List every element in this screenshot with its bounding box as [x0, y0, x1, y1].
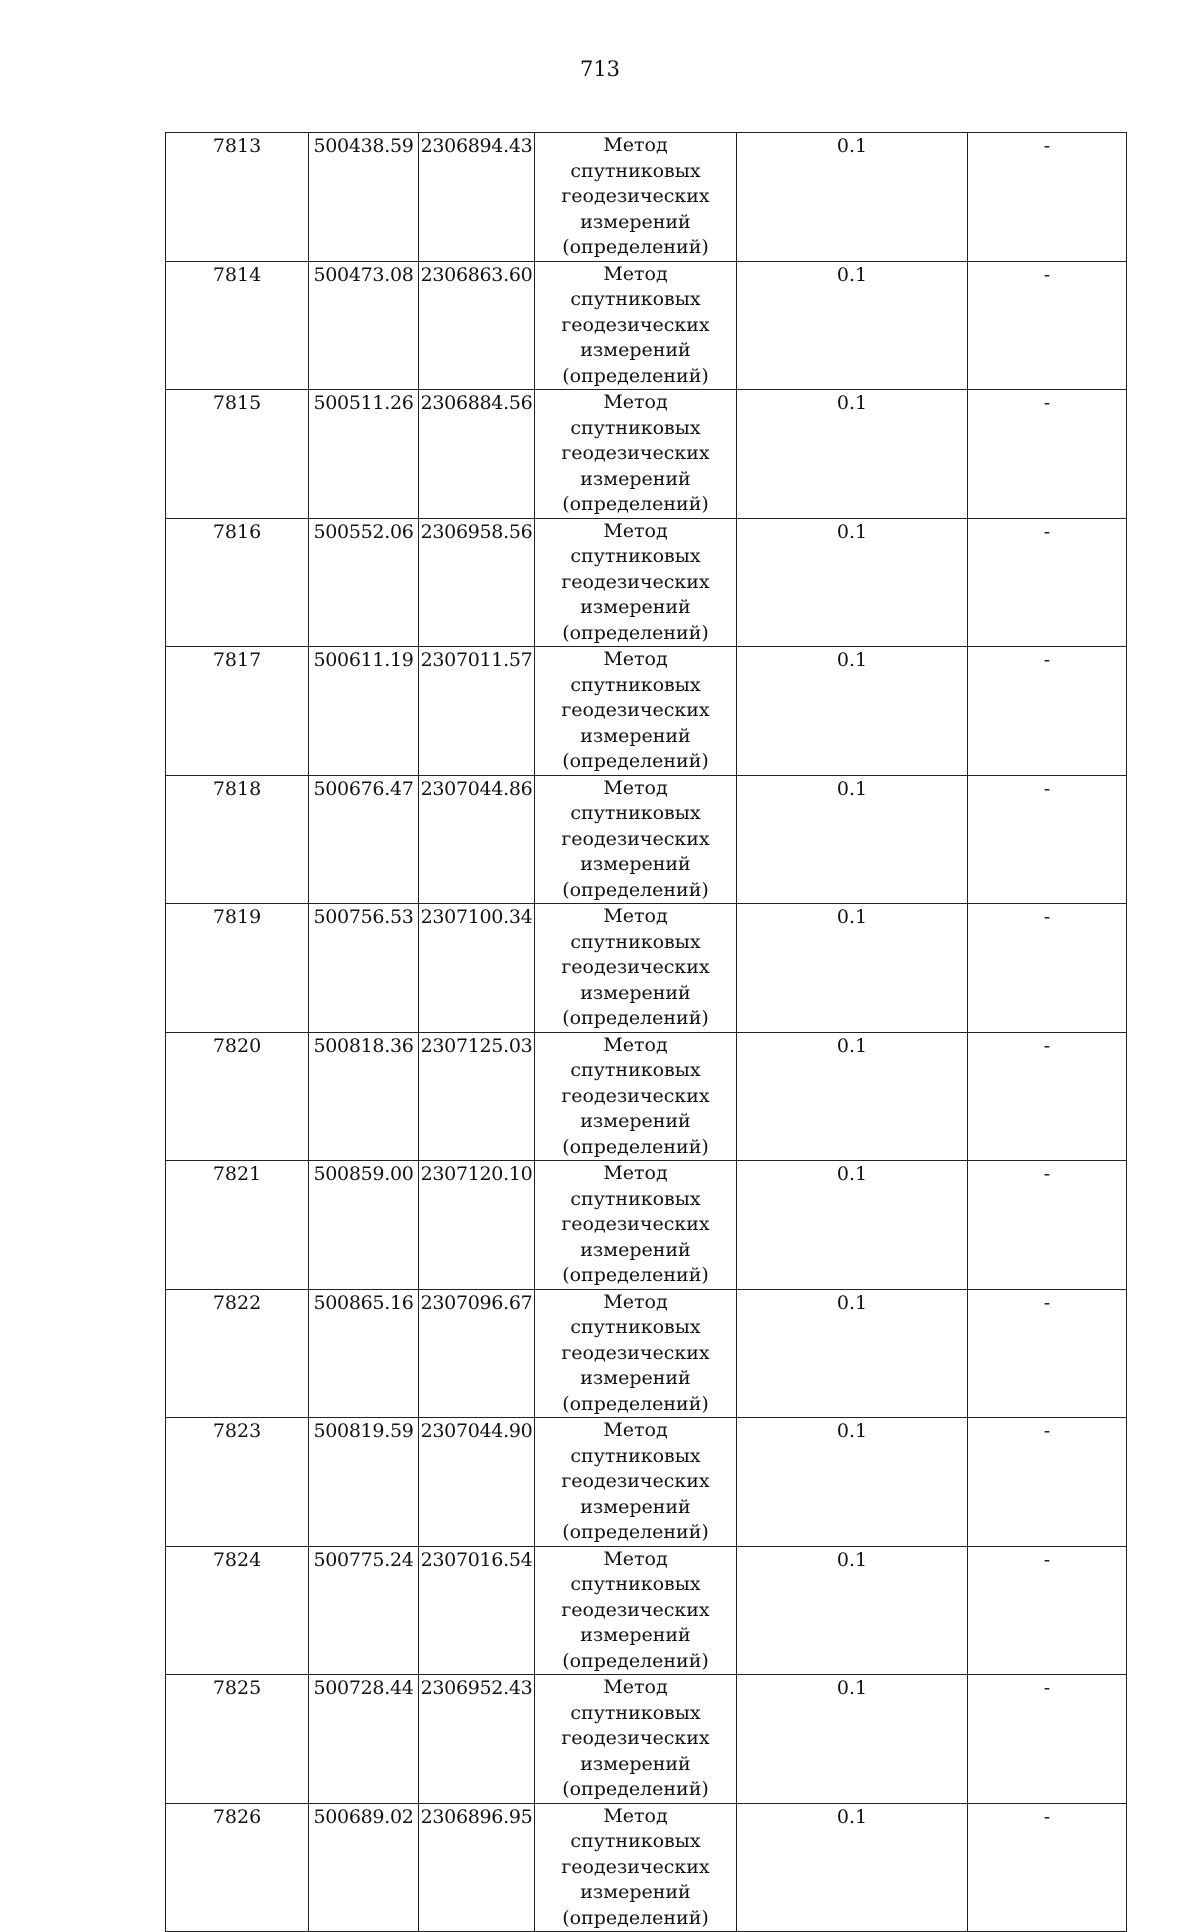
method-line: измерений — [580, 853, 691, 875]
x-coordinate-cell: 500865.16 — [309, 1289, 419, 1418]
accuracy-cell: 0.1 — [737, 1546, 968, 1675]
note-cell: - — [968, 647, 1127, 776]
method-line: измерений — [580, 339, 691, 361]
note-cell: - — [968, 390, 1127, 519]
table-body — [166, 133, 1127, 1932]
method-line: Метод спутниковых — [570, 262, 701, 310]
x-coordinate-cell: 500676.47 — [309, 775, 419, 904]
method-line: измерений — [580, 981, 691, 1004]
point-number-cell: 7824 — [166, 1546, 309, 1675]
y-coordinate-cell: 2306863.60 — [419, 261, 535, 390]
method-line: измерений — [580, 1367, 691, 1389]
note-cell: - — [968, 1418, 1127, 1547]
point-number-cell: 7814 — [166, 261, 309, 390]
accuracy-cell: 0.1 — [737, 1161, 968, 1290]
point-number-cell: 7815 — [166, 390, 309, 519]
method-line: геодезических — [561, 1727, 710, 1749]
x-coordinate-cell: 500728.44 — [309, 1675, 419, 1804]
method-line: (определений) — [562, 1392, 709, 1415]
method-line: Метод спутниковых — [570, 905, 701, 953]
table-row — [166, 518, 1127, 647]
method-line: измерений — [580, 467, 691, 490]
method-line: геодезических — [561, 1341, 710, 1364]
method-line: Метод спутниковых — [570, 1290, 701, 1338]
point-number-cell: 7822 — [166, 1289, 309, 1418]
method-cell — [535, 1803, 737, 1932]
method-line: (определений) — [562, 1521, 709, 1543]
point-number-cell: 7816 — [166, 518, 309, 647]
method-line: Метод спутниковых — [570, 1033, 701, 1081]
y-coordinate-cell: 2307096.67 — [419, 1289, 535, 1418]
method-line: геодезических — [561, 1470, 710, 1492]
method-line: Метод спутниковых — [570, 1419, 701, 1467]
method-line: (определений) — [562, 750, 709, 772]
y-coordinate-cell: 2306884.56 — [419, 390, 535, 519]
y-coordinate-cell: 2306894.43 — [419, 133, 535, 262]
table-row — [166, 1289, 1127, 1418]
method-line: Метод спутниковых — [570, 1547, 701, 1595]
method-cell — [535, 518, 737, 647]
method-line: (определений) — [562, 878, 709, 901]
y-coordinate-cell: 2307100.34 — [419, 904, 535, 1033]
table-row — [166, 1803, 1127, 1932]
method-line: (определений) — [562, 1778, 709, 1800]
method-line: Метод спутниковых — [570, 648, 701, 696]
accuracy-cell: 0.1 — [737, 1032, 968, 1161]
method-line: геодезических — [561, 1598, 710, 1621]
method-cell — [535, 1418, 737, 1547]
x-coordinate-cell: 500819.59 — [309, 1418, 419, 1547]
page-number: 713 — [579, 57, 621, 81]
x-coordinate-cell: 500818.36 — [309, 1032, 419, 1161]
method-line: геодезических — [561, 699, 710, 721]
method-line: измерений — [580, 1238, 691, 1261]
method-line: измерений — [580, 724, 691, 747]
method-line: измерений — [580, 1110, 691, 1132]
point-number-cell: 7821 — [166, 1161, 309, 1290]
y-coordinate-cell: 2307016.54 — [419, 1546, 535, 1675]
table-row — [166, 1418, 1127, 1547]
table-row — [166, 1546, 1127, 1675]
y-coordinate-cell: 2307120.10 — [419, 1161, 535, 1290]
point-number-cell: 7820 — [166, 1032, 309, 1161]
method-line: измерений — [580, 1495, 691, 1518]
x-coordinate-cell: 500775.24 — [309, 1546, 419, 1675]
table-row — [166, 1161, 1127, 1290]
method-line: Метод спутниковых — [570, 391, 701, 439]
method-cell — [535, 133, 737, 262]
x-coordinate-cell: 500473.08 — [309, 261, 419, 390]
note-cell: - — [968, 1032, 1127, 1161]
note-cell: - — [968, 1803, 1127, 1932]
method-line: Метод спутниковых — [570, 1676, 701, 1724]
method-line: измерений — [580, 210, 691, 233]
method-line: геодезических — [561, 185, 710, 207]
table-row — [166, 261, 1127, 390]
note-cell: - — [968, 261, 1127, 390]
method-line: геодезических — [561, 1855, 710, 1878]
y-coordinate-cell: 2307125.03 — [419, 1032, 535, 1161]
x-coordinate-cell: 500611.19 — [309, 647, 419, 776]
method-cell — [535, 775, 737, 904]
y-coordinate-cell: 2306896.95 — [419, 1803, 535, 1932]
method-line: геодезических — [561, 1084, 710, 1107]
point-number-cell: 7826 — [166, 1803, 309, 1932]
accuracy-cell: 0.1 — [737, 133, 968, 262]
note-cell: - — [968, 1161, 1127, 1290]
note-cell: - — [968, 904, 1127, 1033]
y-coordinate-cell: 2307044.90 — [419, 1418, 535, 1547]
method-line: измерений — [580, 1881, 691, 1903]
method-line: (определений) — [562, 621, 709, 644]
y-coordinate-cell: 2307044.86 — [419, 775, 535, 904]
method-line: (определений) — [562, 1649, 709, 1672]
method-line: Метод спутниковых — [570, 519, 701, 567]
method-line: (определений) — [562, 1007, 709, 1029]
accuracy-cell: 0.1 — [737, 775, 968, 904]
method-line: (определений) — [562, 1264, 709, 1286]
method-cell — [535, 1546, 737, 1675]
table-row — [166, 390, 1127, 519]
method-line: (определений) — [562, 493, 709, 515]
table-row — [166, 904, 1127, 1033]
method-line: измерений — [580, 596, 691, 618]
point-number-cell: 7818 — [166, 775, 309, 904]
accuracy-cell: 0.1 — [737, 1803, 968, 1932]
method-line: Метод спутниковых — [570, 776, 701, 824]
method-line: Метод спутниковых — [570, 134, 701, 182]
note-cell: - — [968, 518, 1127, 647]
y-coordinate-cell: 2307011.57 — [419, 647, 535, 776]
accuracy-cell: 0.1 — [737, 390, 968, 519]
method-line: Метод спутниковых — [570, 1804, 701, 1852]
table-row — [166, 1675, 1127, 1804]
method-line: измерений — [580, 1624, 691, 1646]
table-row — [166, 133, 1127, 262]
note-cell: - — [968, 1546, 1127, 1675]
table-row — [166, 775, 1127, 904]
y-coordinate-cell: 2306952.43 — [419, 1675, 535, 1804]
method-line: геодезических — [561, 313, 710, 336]
x-coordinate-cell: 500511.26 — [309, 390, 419, 519]
method-line: (определений) — [562, 364, 709, 387]
method-cell — [535, 1032, 737, 1161]
accuracy-cell: 0.1 — [737, 647, 968, 776]
x-coordinate-cell: 500689.02 — [309, 1803, 419, 1932]
method-line: (определений) — [562, 1906, 709, 1929]
note-cell: - — [968, 1675, 1127, 1804]
method-line: геодезических — [561, 570, 710, 593]
accuracy-cell: 0.1 — [737, 1675, 968, 1804]
method-line: (определений) — [562, 1135, 709, 1158]
method-line: геодезических — [561, 442, 710, 464]
point-number-cell: 7817 — [166, 647, 309, 776]
accuracy-cell: 0.1 — [737, 518, 968, 647]
method-cell — [535, 904, 737, 1033]
method-line: геодезических — [561, 1213, 710, 1235]
x-coordinate-cell: 500438.59 — [309, 133, 419, 262]
method-cell — [535, 1289, 737, 1418]
note-cell: - — [968, 775, 1127, 904]
method-line: геодезических — [561, 956, 710, 978]
note-cell: - — [968, 1289, 1127, 1418]
method-cell — [535, 1675, 737, 1804]
accuracy-cell: 0.1 — [737, 1289, 968, 1418]
point-number-cell: 7813 — [166, 133, 309, 262]
point-number-cell: 7825 — [166, 1675, 309, 1804]
note-cell: - — [968, 133, 1127, 262]
method-line: геодезических — [561, 827, 710, 850]
method-cell — [535, 1161, 737, 1290]
accuracy-cell: 0.1 — [737, 1418, 968, 1547]
coordinates-table — [165, 132, 1127, 1932]
method-cell — [535, 390, 737, 519]
x-coordinate-cell: 500552.06 — [309, 518, 419, 647]
point-number-cell: 7819 — [166, 904, 309, 1033]
accuracy-cell: 0.1 — [737, 261, 968, 390]
method-line: Метод спутниковых — [570, 1162, 701, 1210]
x-coordinate-cell: 500756.53 — [309, 904, 419, 1033]
method-cell — [535, 261, 737, 390]
method-line: (определений) — [562, 236, 709, 258]
accuracy-cell: 0.1 — [737, 904, 968, 1033]
method-cell — [535, 647, 737, 776]
method-line: измерений — [580, 1752, 691, 1775]
y-coordinate-cell: 2306958.56 — [419, 518, 535, 647]
point-number-cell: 7823 — [166, 1418, 309, 1547]
table-row — [166, 647, 1127, 776]
table-row — [166, 1032, 1127, 1161]
x-coordinate-cell: 500859.00 — [309, 1161, 419, 1290]
